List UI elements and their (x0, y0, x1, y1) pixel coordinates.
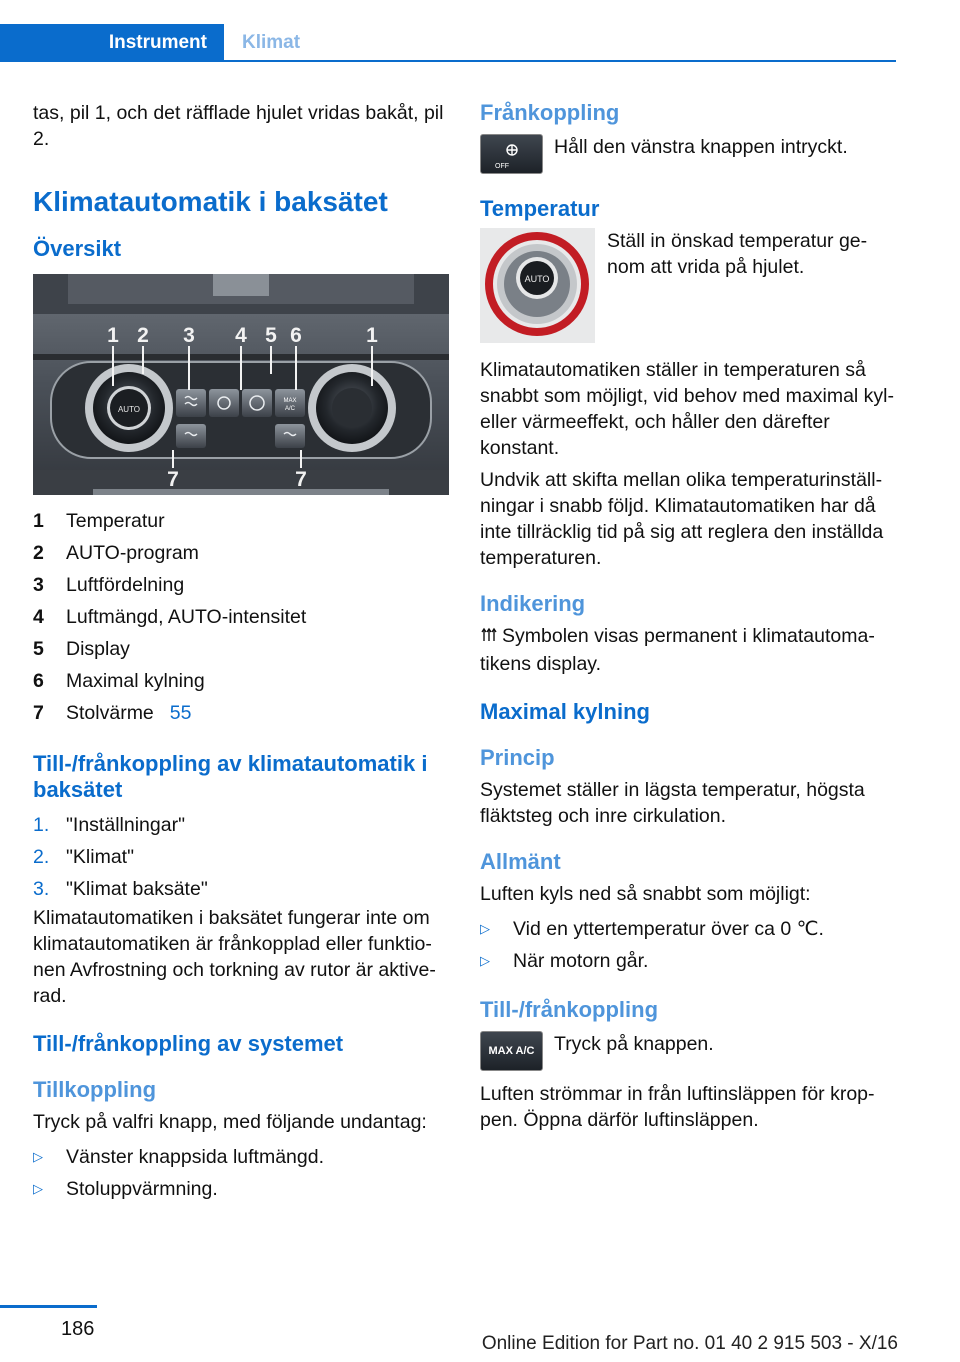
bullet-text: När motorn går. (513, 949, 649, 972)
diagram-label-1b: 1 (366, 324, 378, 347)
legend-text: Luftfördelning (66, 573, 185, 596)
legend-number: 3 (33, 573, 44, 596)
legend-text: Luftmängd, AUTO-intensitet (66, 605, 307, 628)
bullet-triangle-icon: ▷ (480, 921, 490, 936)
tab-instrument[interactable]: Instrument (0, 24, 224, 62)
onoff-text: Tryck på knappen. (554, 1033, 714, 1055)
legend-text: Temperatur (66, 509, 165, 532)
temp-paragraph-2: Undvik att skifta mellan olika temperaturinställ- ningar i snabb följd. Klimatautomatiken har då inte tillräcklig tid på sig att reglera den inställda temperaturen. (480, 469, 884, 569)
indikering-heading: Indikering (480, 591, 586, 616)
legend-item (33, 665, 449, 697)
cooling-symbol-icon (480, 625, 502, 651)
legend-list (33, 505, 449, 729)
panel-auto-label: AUTO (117, 405, 141, 414)
onoff-heading: Till-/frånkoppling av klimatautomatik i baksätet (33, 751, 428, 802)
bullet-text: Stoluppvärmning. (66, 1177, 218, 1200)
temperatur-heading: Temperatur (480, 196, 600, 221)
bullet-text: Vid en yttertemperatur över ca 0 ℃. (513, 918, 824, 940)
climate-panel-svg (33, 274, 449, 495)
diagram-label-7a: 7 (167, 468, 179, 491)
diagram-label-3: 3 (183, 324, 195, 347)
bullet-triangle-icon: ▷ (480, 953, 490, 968)
step-text: "Klimat baksäte" (66, 877, 208, 900)
frankoppling-heading: Frånkoppling (480, 100, 620, 125)
left-column (33, 100, 449, 1205)
maxkyl-heading: Maximal kylning (480, 699, 650, 724)
frankoppling-text: Håll den vänstra knappen intryckt. (554, 136, 848, 158)
indikering-row (480, 623, 898, 677)
maxac-row (480, 1031, 898, 1071)
page-number-rule (0, 1305, 97, 1308)
step-item (33, 809, 449, 841)
step-number: 2. (33, 845, 50, 868)
legend-item (33, 601, 449, 633)
panel-max-label: MAX (283, 398, 297, 404)
step-text: "Klimat" (66, 845, 135, 868)
note-text: Klimatautomatiken i baksätet fungerar inte om klimatautomatiken är frånkopplad eller funktio- nen Avfrostning och torkning av rutor är aktive- rad. (33, 907, 436, 1007)
diagram-label-2: 2 (137, 324, 149, 347)
edition-footer: Online Edition for Part no. 01 40 2 915 503 - X/16 (481, 1333, 898, 1354)
climate-panel-image (33, 274, 449, 495)
list-item (480, 913, 898, 945)
exceptions-list (33, 1141, 449, 1205)
panel-ac-label: A/C (284, 406, 296, 412)
max-ac-button-icon (480, 1031, 543, 1071)
legend-text: Stolvärme (66, 701, 154, 724)
step-number: 3. (33, 877, 50, 900)
diagram-label-6: 6 (290, 324, 302, 347)
final-text: Luften strömmar in från luftinsläppen för krop- pen. Öppna därför luftinsläppen. (480, 1083, 875, 1131)
temperature-knob-image (480, 228, 595, 343)
legend-item (33, 537, 449, 569)
princip-text: Systemet ställer in lägsta temperatur, högsta fläktsteg och inre cirkulation. (480, 779, 865, 827)
overview-heading: Översikt (33, 236, 122, 261)
list-item (480, 945, 898, 977)
list-item (33, 1173, 449, 1205)
step-item (33, 841, 449, 873)
right-column (480, 100, 898, 1139)
legend-text: AUTO-program (66, 541, 199, 564)
tillkoppling-text: Tryck på valfri knapp, med följande undantag: (33, 1111, 427, 1133)
fan-off-button-icon (480, 134, 543, 174)
bullet-triangle-icon: ▷ (33, 1181, 43, 1196)
legend-text: Maximal kylning (66, 669, 205, 692)
diagram-label-4: 4 (235, 324, 247, 347)
legend-number: 2 (33, 541, 44, 564)
frankoppling-row (480, 134, 898, 174)
conditions-list (480, 913, 898, 977)
allmant-heading: Allmänt (480, 849, 561, 874)
legend-number: 1 (33, 509, 44, 532)
temperatur-row (480, 228, 898, 343)
bullet-triangle-icon: ▷ (33, 1149, 43, 1164)
temp-paragraph-1: Klimatautomatiken ställer in temperaturen så snabbt som möjligt, vid behov med maximal kyl- eller värmeeffekt, och håller den därefter konstant. (480, 359, 894, 459)
bullet-text: Vänster knappsida luftmängd. (66, 1145, 324, 1168)
legend-item (33, 505, 449, 537)
list-item (33, 1141, 449, 1173)
princip-heading: Princip (480, 745, 555, 770)
max-ac-label: MAX A/C (488, 1045, 535, 1057)
knob-auto-label: AUTO (524, 274, 550, 284)
legend-number: 6 (33, 669, 44, 692)
diagram-label-5: 5 (265, 324, 277, 347)
system-heading: Till-/frånkoppling av systemet (33, 1031, 344, 1056)
legend-number: 7 (33, 701, 44, 724)
tillkoppling-heading: Tillkoppling (33, 1077, 157, 1102)
intro-text: tas, pil 1, och det räfflade hjulet vridas bakåt, pil 2. (33, 102, 444, 150)
step-item (33, 873, 449, 905)
allmant-text: Luften kyls ned så snabbt som möjligt: (480, 883, 811, 905)
step-text: "Inställningar" (66, 813, 185, 836)
page-reference-link[interactable]: 55 (169, 701, 192, 724)
legend-text: Display (66, 637, 130, 660)
step-number: 1. (33, 813, 50, 836)
diagram-label-7b: 7 (295, 468, 307, 491)
page-title: Klimatautomatik i baksätet (33, 186, 388, 217)
indikering-text: Symbolen visas permanent i klimatautoma- tikens display. (480, 625, 875, 675)
header-bar (0, 24, 896, 62)
legend-number: 5 (33, 637, 44, 660)
legend-number: 4 (33, 605, 44, 628)
steps-list (33, 809, 449, 905)
temperatur-text: Ställ in önskad temperatur ge- nom att vrida på hjulet. (607, 230, 868, 278)
diagram-label-1: 1 (107, 324, 119, 347)
legend-item (33, 697, 449, 729)
onoff-sub-heading: Till-/frånkoppling (480, 997, 659, 1022)
page-number: 186 (61, 1318, 95, 1340)
legend-item (33, 569, 449, 601)
off-label: OFF (495, 163, 509, 170)
tab-klimat[interactable]: Klimat (242, 32, 301, 53)
legend-item (33, 633, 449, 665)
